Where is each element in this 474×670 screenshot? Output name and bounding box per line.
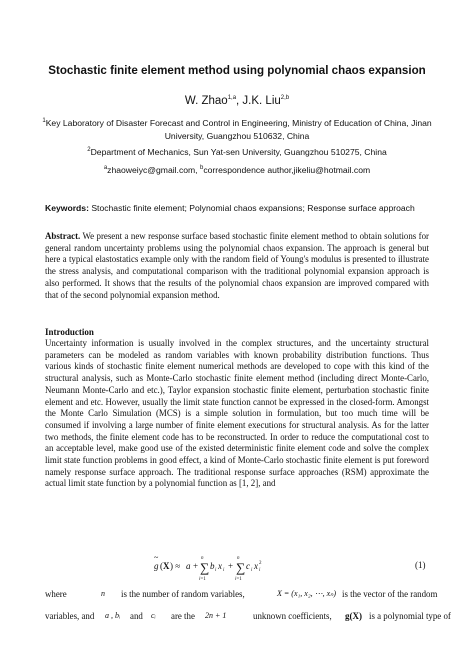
author-1-affiliation-mark: 1,a <box>227 95 237 102</box>
paper-title: Stochastic finite element method using polynomial chaos expansion <box>48 64 426 77</box>
svg-text:i: i <box>223 568 225 573</box>
affiliation-1-mark: 1 <box>42 118 46 125</box>
svg-text:n: n <box>237 556 240 561</box>
keywords-text: Stochastic finite element; Polynomial chaos expansions; Response surface approach <box>88 203 415 213</box>
svg-text:i: i <box>259 568 261 573</box>
variables-line <box>45 607 451 629</box>
introduction-text: Uncertainty information is usually involved in the complex structures, and the uncertainty structural parameters can be modeled as random variables with known probability distribution functions. Thus various kinds of stochastic finite element numerical methods are developed to cope with this kind of the structural analysis, such as Monte-Carlo stochastic finite element method (including direct Monte-Carlo, Neumann Monte-Carlo and etc.), Taylor expansion stochastic finite element, perturbation stochastic finite element and etc. However, usually the limit state function cannot be expressed in the closed-form. Amongst the Monte Carlo Simulation (MCS) is a simple solution in formulation, but too much time will be consumed if involving a large number of finite element executions for structural analysis. As for the latter two methods, the finite element code has to be reconstructed. In order to reduce the computational cost to an acceptable level, make good use of the existed deterministic finite element code and solve the complex limit state function problems in good effect, a kind of Monte-Carlo stochastic finite element is put foreword namely response surface approach. The traditional response surface approaches (RSM) approximate the actual limit state function by a polynomial function as [1, 2], and <box>45 338 429 489</box>
symbol-n: n <box>101 589 105 598</box>
svg-text:2: 2 <box>259 561 262 566</box>
where-text-1: where <box>45 589 67 599</box>
vars-and: and <box>130 611 143 621</box>
svg-text:∑: ∑ <box>236 560 246 575</box>
vars-text-3: unknown coefficients, <box>253 611 332 621</box>
coefficient-c: cᵢ <box>151 611 156 620</box>
email-a: zhaoweiyc@gmail.com, <box>107 165 200 175</box>
abstract-text: We present a new response surface based stochastic finite element method to obtain solutions for general random uncertainty problems using the polynomial chaos expansion. The approach is general but here a typical elastostatics example only with the random field of Young's modulus is presented to illustrate the stress analysis, and computational comparison with the traditional polynomial expansion approach is also performed. It shows that the results of the polynomial chaos expansion are improved compared with that of the second polynomial expansion method. <box>45 231 429 300</box>
equation-1 <box>150 550 320 586</box>
approx-function-g: g(X) <box>345 611 362 621</box>
coefficient-count: 2n + 1 <box>205 611 227 620</box>
introduction-heading: Introduction <box>45 327 94 337</box>
where-text-3: is the vector of the random <box>342 589 438 599</box>
svg-text:i: i <box>215 568 217 573</box>
affiliation-2-text: Department of Mechanics, Sun Yat-sen University, Guangzhou 510275, China <box>90 147 387 157</box>
vars-text-1: variables, and <box>45 611 95 621</box>
svg-text:∑: ∑ <box>200 560 210 575</box>
email-b: correspondence author,jikeliu@hotmail.com <box>203 165 371 175</box>
svg-text:n: n <box>201 556 204 561</box>
vars-text-2: are the <box>171 611 195 621</box>
svg-text:b: b <box>210 561 215 571</box>
svg-text:x: x <box>218 561 222 571</box>
keywords <box>45 203 429 213</box>
author-2-affiliation-mark: 2,b <box>280 95 290 102</box>
author-1: W. Zhao <box>184 95 228 107</box>
where-text-2: is the number of random variables, <box>121 589 245 599</box>
svg-text:+: + <box>228 561 234 571</box>
email-a-mark: a <box>103 165 108 172</box>
email-line <box>0 164 474 177</box>
email-b-mark: b <box>199 165 204 172</box>
affiliation-1 <box>40 117 434 142</box>
svg-text:i=1: i=1 <box>235 577 242 582</box>
svg-text:) ≈: ) ≈ <box>170 561 181 571</box>
vars-text-4: is a polynomial type of <box>369 611 451 621</box>
where-line <box>45 585 438 601</box>
svg-text:a: a <box>186 561 191 571</box>
svg-text:X: X <box>163 561 170 571</box>
affiliation-2-mark: 2 <box>87 147 91 154</box>
author-line <box>0 95 474 107</box>
affiliation-1-text: Key Laboratory of Disaster Forecast and Control in Engineering, Ministry of Education of China, Jinan University, Guangzhou 510632, China <box>45 118 432 141</box>
svg-text:i: i <box>251 568 253 573</box>
author-2: , J.K. Liu <box>236 95 281 107</box>
svg-text:i=1: i=1 <box>199 577 206 582</box>
coefficients-a-b: a , bᵢ <box>105 611 121 620</box>
abstract-label: Abstract. <box>45 231 81 241</box>
svg-text:g: g <box>154 561 159 571</box>
svg-text:x: x <box>254 561 258 571</box>
svg-text:(: ( <box>160 561 163 571</box>
abstract <box>45 231 429 301</box>
keywords-label: Keywords: <box>45 203 89 213</box>
affiliation-2 <box>0 146 474 159</box>
svg-text:~: ~ <box>154 553 159 562</box>
svg-text:+: + <box>193 561 199 571</box>
vector-x-definition: X = (x₁, x₂, ⋯, xₙ) <box>277 589 337 598</box>
svg-text:c: c <box>246 561 250 571</box>
equation-1-number: (1) <box>415 560 426 570</box>
